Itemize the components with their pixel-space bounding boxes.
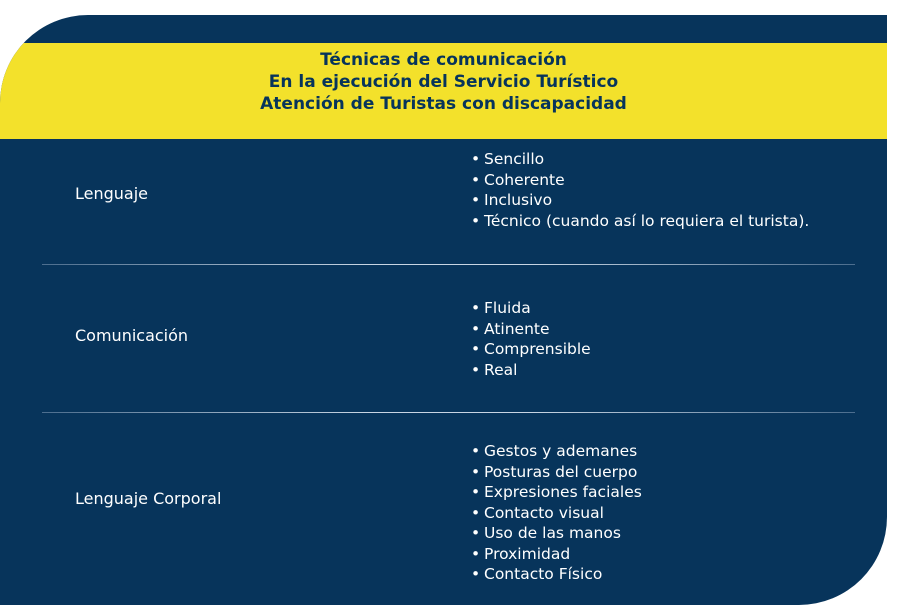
row-divider (42, 264, 855, 265)
bullet-icon: • (471, 150, 481, 168)
bullet-icon: • (471, 319, 481, 338)
list-item (471, 482, 642, 503)
bullet-icon: • (471, 565, 481, 583)
header-subtitle-service: En la ejecución del Servicio Turístico (268, 72, 619, 92)
list-item (471, 462, 642, 483)
list-item (471, 360, 591, 381)
list-item (471, 503, 642, 524)
row-label: Lenguaje (75, 184, 149, 203)
item-text: Comprensible (484, 340, 591, 358)
bullet-icon: • (471, 503, 481, 522)
bullet-icon: • (471, 191, 481, 209)
list-item (471, 523, 642, 544)
item-text: Contacto Físico (484, 565, 603, 583)
item-text: Coherente (484, 170, 565, 189)
item-list (471, 441, 642, 585)
item-text: Inclusivo (484, 191, 553, 209)
item-text: Gestos y ademanes (484, 442, 638, 460)
bullet-icon: • (471, 483, 481, 501)
bullet-icon: • (471, 360, 481, 379)
list-item (471, 544, 642, 565)
item-text: Proximidad (484, 544, 571, 563)
bullet-icon: • (471, 442, 481, 460)
item-list (471, 298, 591, 380)
list-item (471, 211, 809, 232)
row-label: Lenguaje Corporal (75, 489, 222, 508)
header-subtitle-disability: Atención de Turistas con discapacidad (260, 94, 627, 114)
header-band (0, 43, 887, 139)
item-list (471, 149, 809, 231)
item-text: Atinente (484, 319, 550, 338)
bullet-icon: • (471, 299, 481, 317)
item-text: Uso de las manos (484, 524, 621, 542)
list-item (471, 170, 809, 191)
header-title: Técnicas de comunicación (320, 50, 567, 70)
item-text: Fluida (484, 299, 531, 317)
item-text: Contacto visual (484, 503, 604, 522)
item-text: Real (484, 360, 518, 379)
list-item (471, 339, 591, 360)
list-item (471, 441, 642, 462)
row-label: Comunicación (75, 326, 189, 345)
bullet-icon: • (471, 524, 481, 542)
item-text: Expresiones faciales (484, 483, 642, 501)
list-item (471, 149, 809, 170)
list-item (471, 190, 809, 211)
item-text: Sencillo (484, 150, 545, 168)
list-item (471, 298, 591, 319)
bullet-icon: • (471, 462, 481, 481)
bullet-icon: • (471, 340, 481, 358)
bullet-icon: • (471, 170, 481, 189)
row-divider (42, 412, 855, 413)
item-text: Técnico (cuando así lo requiera el turista). (484, 211, 810, 230)
bullet-icon: • (471, 211, 481, 230)
techniques-card (0, 15, 887, 605)
list-item (471, 564, 642, 585)
list-item (471, 319, 591, 340)
bullet-icon: • (471, 544, 481, 563)
item-text: Posturas del cuerpo (484, 462, 638, 481)
